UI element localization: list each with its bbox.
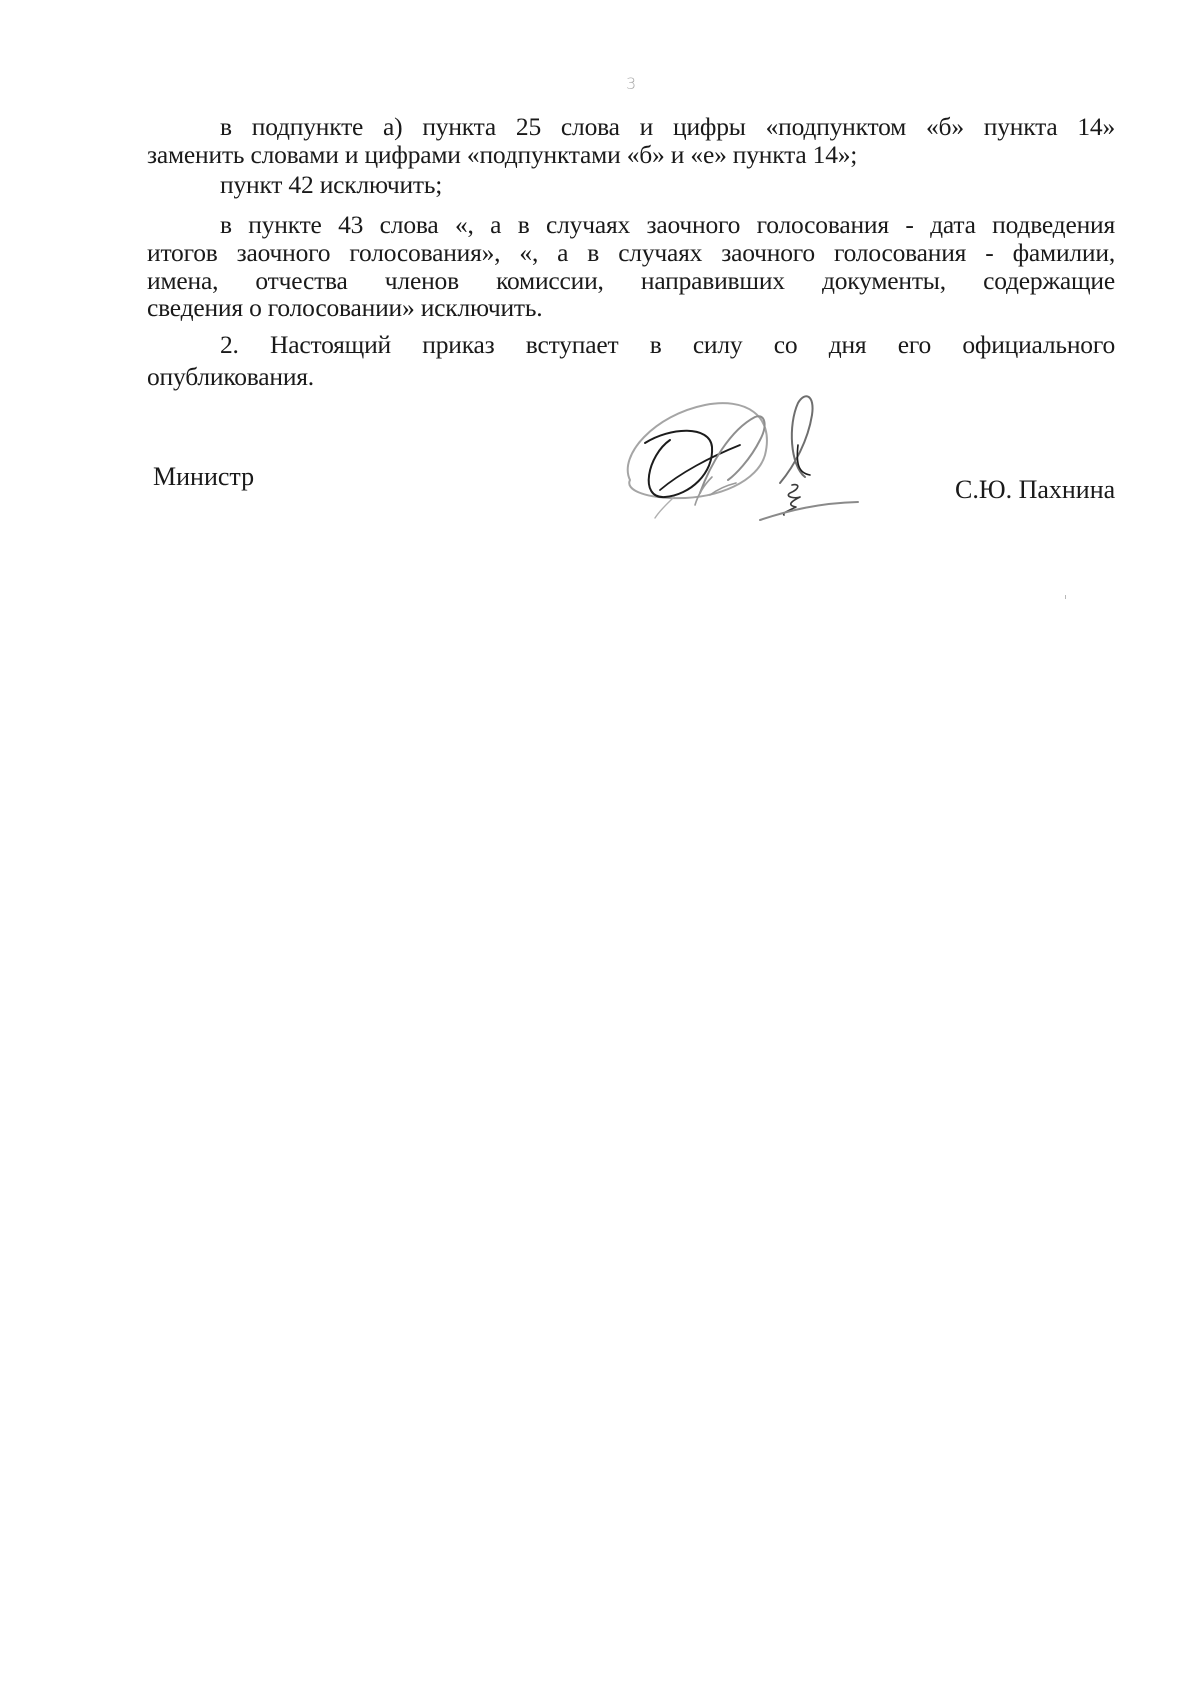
paragraph-line: опубликования. [147, 362, 314, 391]
paragraph-line: пункт 42 исключить; [220, 170, 443, 199]
paragraph-line: сведения о голосовании» исключить. [147, 293, 543, 322]
handwritten-signature-icon [600, 385, 860, 525]
signer-position: Министр [153, 462, 255, 491]
paragraph-line: в пункте 43 слова «, а в случаях заочного голосования - дата подведения [220, 210, 1115, 239]
paragraph-line: 2. Настоящий приказ вступает в силу со дня его официального [220, 330, 1115, 359]
paragraph-line: заменить словами и цифрами «подпунктами «б» и «е» пункта 14»; [147, 140, 858, 169]
page-number: 3 [626, 74, 637, 93]
scan-artifact [1065, 595, 1066, 599]
signer-name: С.Ю. Пахнина [955, 475, 1116, 504]
paragraph-line: имена, отчества членов комиссии, направивших документы, содержащие [147, 266, 1115, 295]
paragraph-line: итогов заочного голосования», «, а в случаях заочного голосования - фамилии, [147, 238, 1115, 267]
paragraph-line: в подпункте а) пункта 25 слова и цифры «подпунктом «б» пункта 14» [220, 112, 1115, 141]
